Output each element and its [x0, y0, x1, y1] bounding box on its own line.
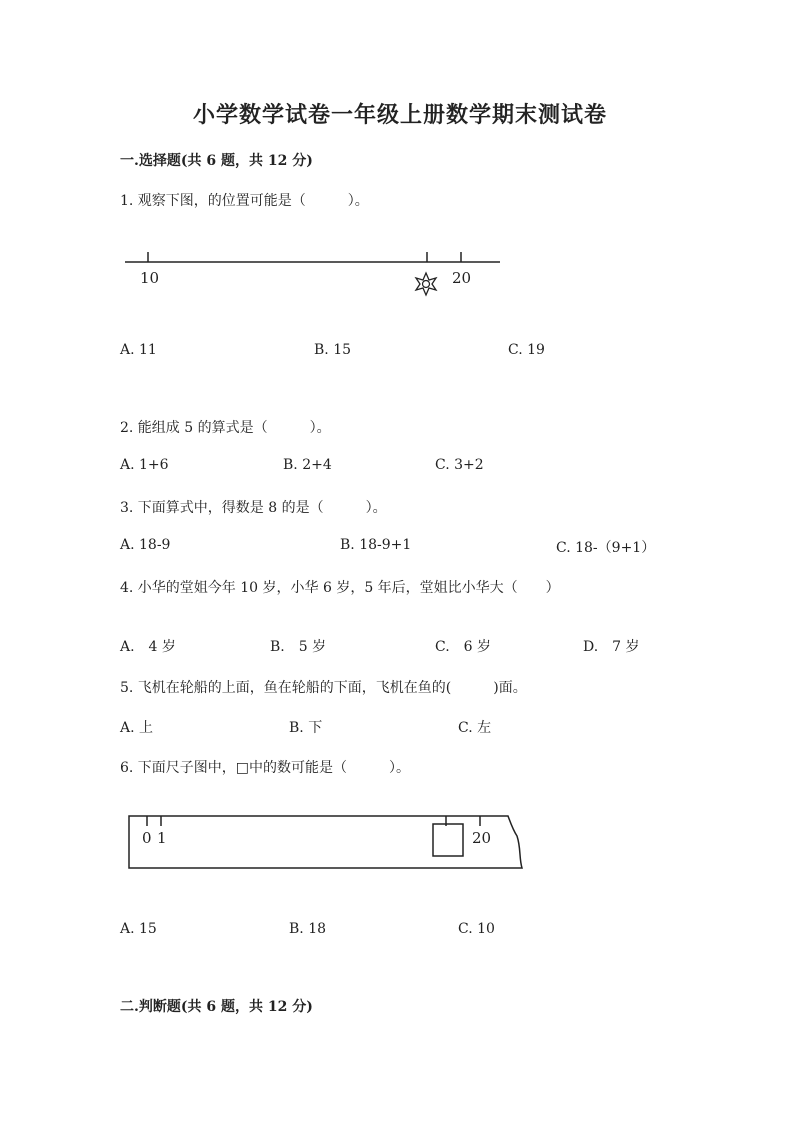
ruler-label-1: 1: [157, 829, 167, 847]
q2-option-c[interactable]: C. 3+2: [435, 457, 484, 473]
q4-option-b[interactable]: B. 5 岁: [270, 639, 327, 655]
q1-option-a[interactable]: A. 11: [120, 342, 157, 358]
q1-option-c[interactable]: C. 19: [508, 342, 545, 358]
ruler-figure: [125, 808, 525, 874]
q2-option-a[interactable]: A. 1+6: [120, 457, 169, 473]
question-6-text: 6. 下面尺子图中，□中的数可能是（ ）。: [120, 760, 411, 776]
q3-option-c[interactable]: C. 18-（9+1）: [556, 540, 656, 556]
q5-option-c[interactable]: C. 左: [458, 720, 492, 736]
q6-option-b[interactable]: B. 18: [289, 921, 327, 937]
q5-option-a[interactable]: A. 上: [120, 720, 154, 736]
q2-option-b[interactable]: B. 2+4: [283, 457, 332, 473]
q3-option-b[interactable]: B. 18-9+1: [340, 537, 412, 553]
number-line-figure: [120, 245, 510, 305]
q6-option-c[interactable]: C. 10: [458, 921, 495, 937]
ruler-label-0: 0: [142, 829, 152, 847]
question-1-text: 1. 观察下图，的位置可能是（ ）。: [120, 193, 369, 209]
section-heading-choice: 一.选择题(共 6 题，共 12 分): [120, 153, 313, 169]
q4-option-c[interactable]: C. 6 岁: [435, 639, 492, 655]
question-3-text: 3. 下面算式中，得数是 8 的是（ ）。: [120, 500, 387, 516]
q4-option-a[interactable]: A. 4 岁: [120, 639, 176, 655]
page-title: 小学数学试卷一年级上册数学期末测试卷: [192, 102, 607, 128]
ruler-label-20: 20: [472, 829, 492, 847]
question-5-text: 5. 飞机在轮船的上面，鱼在轮船的下面，飞机在鱼的( )面。: [120, 680, 527, 696]
question-2-text: 2. 能组成 5 的算式是（ ）。: [120, 420, 331, 436]
blank-box-icon: [433, 824, 463, 856]
q5-option-b[interactable]: B. 下: [289, 720, 323, 736]
question-4-text: 4. 小华的堂姐今年 10 岁，小华 6 岁，5 年后，堂姐比小华大（ ）: [120, 580, 560, 596]
q3-option-a[interactable]: A. 18-9: [120, 537, 171, 553]
section-heading-judgment: 二.判断题(共 6 题，共 12 分): [120, 999, 313, 1015]
label-10: 10: [140, 269, 160, 287]
sun-icon: [416, 273, 436, 295]
q4-option-d[interactable]: D. 7 岁: [583, 639, 640, 655]
q6-option-a[interactable]: A. 15: [120, 921, 157, 937]
q1-option-b[interactable]: B. 15: [314, 342, 352, 358]
label-20: 20: [452, 269, 472, 287]
